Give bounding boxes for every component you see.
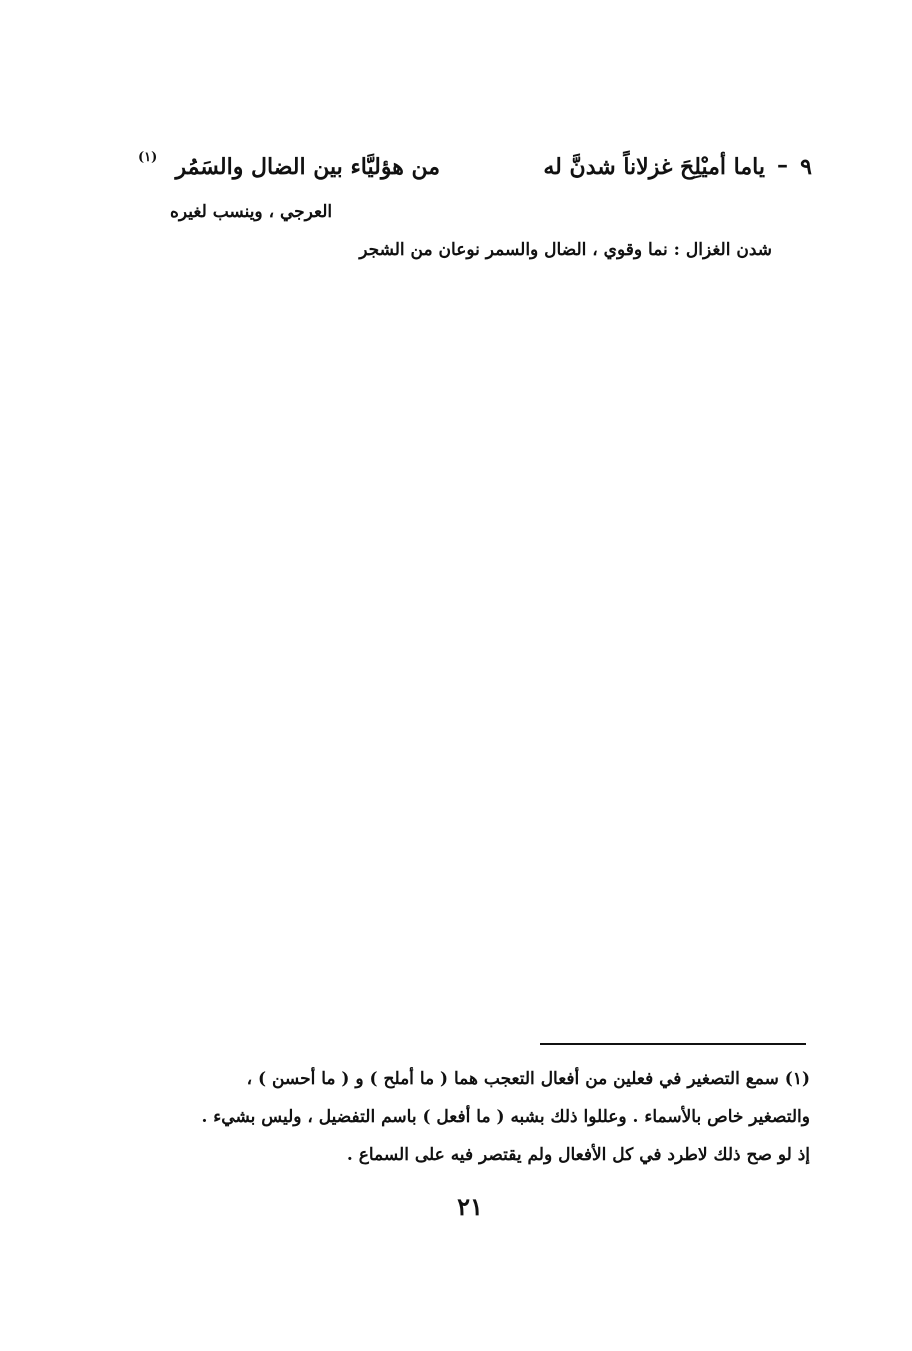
vocabulary-gloss: شدن الغزال : نما وقوي ، الضال والسمر نوعان من الشجر (359, 240, 772, 260)
footnote-separator (540, 1043, 806, 1045)
footnote-line: إذ لو صح ذلك لاطرد في كل الأفعال ولم يقتصر فيه على السماع . (346, 1145, 810, 1165)
footnote-line: (١) سمع التصغير في فعلين من أفعال التعجب هما ( ما أملح ) و ( ما أحسن ) ، (246, 1069, 810, 1089)
verse-number: ٩ (800, 154, 812, 180)
first-hemistich: ياما أميْلِحَ غزلاناً شدنَّ له (543, 154, 765, 180)
verse-attribution: العرجي ، وينسب لغيره (170, 202, 333, 222)
second-hemistich: من هؤليَّاء بين الضال والسَمُر (175, 154, 440, 180)
verse-dash: – (777, 152, 788, 178)
poem-verse (120, 150, 820, 190)
footnotes (130, 1060, 810, 1174)
footnote-line: والتصغير خاص بالأسماء . وعللوا ذلك بشبه ( ما أفعل ) باسم التفضيل ، وليس بشيء . (201, 1107, 810, 1127)
page-number: ٢١ (457, 1192, 483, 1221)
footnote-reference: (١) (138, 150, 158, 165)
